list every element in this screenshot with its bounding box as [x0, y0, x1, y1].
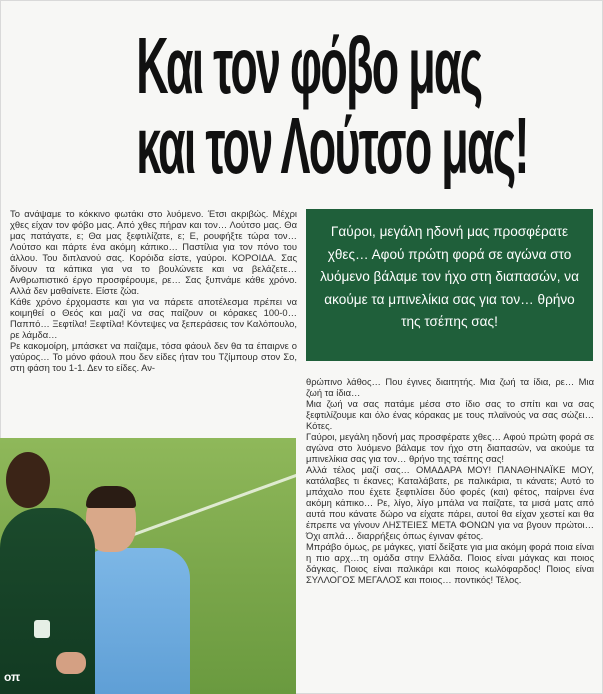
left-column	[10, 208, 297, 373]
match-photo	[0, 438, 296, 694]
right-paragraph-2: Μια ζωή να σας πατάμε μέσα στο ίδιο σας το σπίτι και να σας ξεφτιλίζουμε και όλο ένας κόρακας με τους πλαϊνούς να σας σώζει… Κότες.	[306, 398, 594, 431]
player-head	[6, 452, 50, 508]
pullquote-text: Γαύροι, μεγάλη ηδονή μας προσφέρατε χθες… Αφού πρώτη φορά σε αγώνα στο λυόμενο βάλαμε τον ήχο στη διαπασών, να ακούμε τα μπινελίκια σας για τον… θρήνο της τσέπης σας!	[320, 224, 579, 330]
referee-hair	[86, 486, 136, 508]
referee-figure	[80, 548, 190, 694]
headline-line-2: και τον Λούτσο μας!	[136, 101, 528, 190]
right-paragraph-3: Γαύροι, μεγάλη ηδονή μας προσφέρατε χθες… Αφού πρώτη φορά σε αγώνα στο λυόμενο βάλαμε τον ήχο στη διαπασών, να ακούμε τα μπινελίκια σας για τον… θρήνο της τσέπης σας!	[306, 431, 594, 464]
right-paragraph-4: Αλλά τέλος μαζί σας… ΟΜΑΔΑΡΑ ΜΟΥ! ΠΑΝΑΘΗΝΑΪΚΕ ΜΟΥ, κατάλαβες τι έκανες; Καταλάβατε, ρε παλικάρια, τι κάνατε; Αυτό το μπάχαλο που έχετε ξεφτιλίσει δύο φορές (και) φέτος, παίρνει ένα ακόμη κάπικο… Ρε, λίγο, λίγο μπάλα να παίζατε, τα μισά ματς από αυτά που κάνατε δώρο να είχατε πάρει, αυτοί θα είχαν χεστεί και θα έπρεπε να γίνουν ΛΗΣΤΕΙΕΣ ΜΕΤΑ ΦΟΝΩΝ για να βγουν πρώτοι… Όχι απλά… διαρρήξεις όπως έγιναν φέτος.	[306, 464, 594, 541]
right-paragraph-5: Μπράβο όμως, ρε μάγκες, γιατί δείξατε για μια ακόμη φορά ποια είναι η πιο αρχ…τη ομάδα στην Ελλάδα. Ποιος είναι μάγκας και ποιος δάγκας. Ποιος είναι παλικάρι και ποιος κωλόφαρδος! Ποιος είναι ΣΥΛΛΟΓΟΣ ΜΕΓΑΛΟΣ και ποιος… ποντικός! Τέλος.	[306, 541, 594, 585]
right-column	[306, 376, 594, 585]
clover-badge-icon	[34, 620, 50, 638]
jersey-sponsor-text: οπ	[4, 670, 21, 684]
left-paragraph-1: Το ανάψαμε το κόκκινο φωτάκι στο λυόμενο. Έτσι ακριβώς. Μέχρι χθες είχαν τον φόβο μας. Από χθες πήραν και τον… Λούτσο μας. Θα μας πατάγατε, ε; Θα μας ξεφτιλίζατε, ε; Ε, ρουφήξτε τώρα τον… Λούτσο και πάρτε ένα ακόμη κάπικο… Παστίλια για τον πόνο του άλλου. Του διπλανού σας. Κορόιδα είστε, γαύροι. ΚΟΡΟΙΔΑ. Σας δίνουν τα κάπικα για να το βουλώνετε και να βελάζετε… Ανθρωπιστικό έργο προσφέρουμε, ρε… Σας ξυπνάμε κάθε χρόνο. Αλλά δεν μαθαίνετε. Είστε ζώα.	[10, 208, 297, 296]
left-paragraph-2: Κάθε χρόνο έρχομαστε και για να πάρετε αποτέλεσμα πρέπει να κοιμηθεί ο Θεός και μαζί να σας παίζουν οι κόρακες 100-0… Παππό… Ξεφτίλα! Ξεφτίλα! Κόντεψες να ξεπεράσεις τον Καλόπουλο, ρε λάμδα…	[10, 296, 297, 340]
right-paragraph-1: θρώπινο λάθος… Που έγινες διαιτητής. Μια ζωή τα ίδια, ρε… Μια ζωή τα ίδια…	[306, 376, 594, 398]
left-paragraph-3: Ρε κακομοίρη, μπάσκετ να παίζαμε, τόσα φάουλ δεν θα τα έπαιρνε ο γαύρος… Το μόνο φάουλ που δεν είδες ήταν του Τζίμπουρ στον Σο, στη φάση του 1-1. Δεν το είδες. Αν-	[10, 340, 297, 373]
pitch-line	[117, 457, 296, 542]
referee-hand	[56, 652, 86, 674]
pullquote-box	[306, 209, 593, 361]
headline-line-1: Και τον φόβο μας	[136, 21, 482, 110]
